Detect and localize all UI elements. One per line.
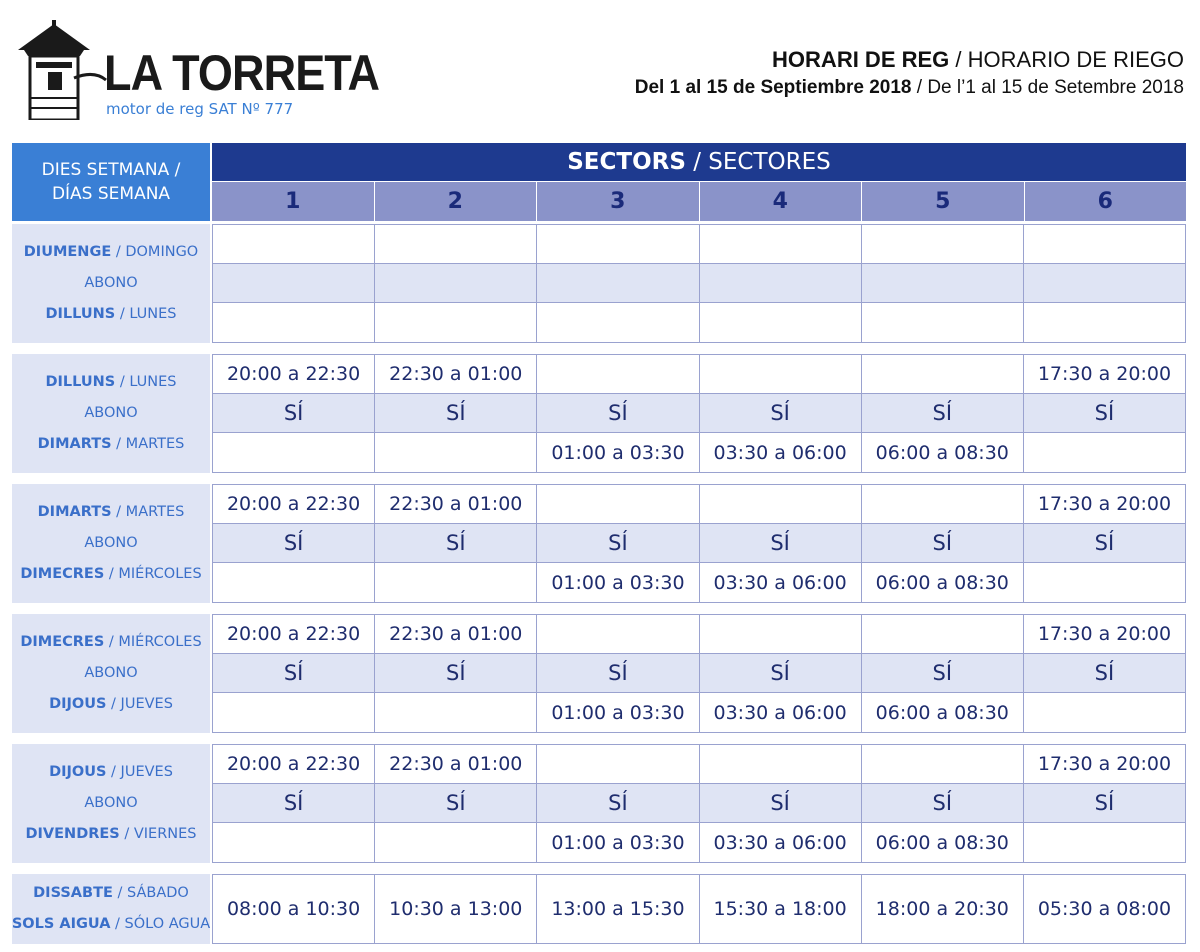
table-cell bbox=[862, 303, 1024, 342]
block-cells bbox=[212, 614, 1186, 733]
table-cell bbox=[537, 264, 699, 302]
day-label-group bbox=[12, 874, 210, 944]
logo-name: LA TORRETA bbox=[104, 45, 380, 101]
day-label-group bbox=[12, 614, 210, 733]
schedule-title: HORARI DE REG / HORARIO DE RIEGO bbox=[772, 47, 1184, 72]
table-cell bbox=[700, 225, 862, 263]
table-cell bbox=[375, 264, 537, 302]
table-cell bbox=[375, 433, 537, 472]
sector-number-6: 6 bbox=[1025, 182, 1187, 221]
table-cell: SÍ bbox=[375, 394, 537, 432]
table-cell: SÍ bbox=[1094, 791, 1115, 815]
table-cell bbox=[700, 745, 862, 783]
table-cell bbox=[1024, 433, 1185, 472]
table-cell: SÍ bbox=[537, 784, 699, 822]
table-cell: SÍ bbox=[700, 784, 862, 822]
table-cell bbox=[537, 355, 699, 393]
table-cell bbox=[213, 563, 375, 602]
table-cell: SÍ bbox=[1094, 401, 1115, 425]
sector-number-4: 4 bbox=[700, 182, 863, 221]
table-cell: 01:00 a 03:30 bbox=[537, 433, 699, 472]
table-cell: SÍ bbox=[862, 394, 1024, 432]
table-cell: 03:30 a 06:00 bbox=[700, 563, 862, 602]
table-cell bbox=[1024, 225, 1185, 263]
schedule-block bbox=[12, 224, 1186, 343]
schedule-block bbox=[12, 874, 1186, 944]
table-cell: 20:00 a 22:30 bbox=[213, 745, 375, 783]
table-cell bbox=[862, 615, 1024, 653]
table-cell bbox=[213, 433, 375, 472]
table-cell bbox=[375, 303, 537, 342]
table-cell: 22:30 a 01:00 bbox=[375, 615, 537, 653]
table-row bbox=[213, 394, 1185, 433]
day-label: SOLS AIGUA / SÓLO AGUA bbox=[11, 916, 211, 932]
table-row bbox=[213, 303, 1185, 342]
table-cell bbox=[862, 225, 1024, 263]
table-cell: 01:00 a 03:30 bbox=[537, 823, 699, 862]
table-cell: SÍ bbox=[1094, 661, 1115, 685]
day-label: ABONO bbox=[84, 275, 138, 291]
schedule-table bbox=[12, 143, 1186, 944]
day-label: DILLUNS / LUNES bbox=[45, 306, 177, 322]
day-label: DIVENDRES / VIERNES bbox=[25, 826, 197, 842]
block-cells bbox=[212, 224, 1186, 343]
day-label: DIUMENGE / DOMINGO bbox=[23, 244, 199, 260]
table-cell: 20:00 a 22:30 bbox=[213, 355, 375, 393]
table-cell bbox=[213, 303, 375, 342]
table-cell: 06:00 a 08:30 bbox=[862, 693, 1024, 732]
table-row bbox=[213, 823, 1185, 862]
day-label: ABONO bbox=[84, 535, 138, 551]
table-cell: SÍ bbox=[862, 654, 1024, 692]
table-cell: 15:30 a 18:00 bbox=[700, 875, 862, 943]
table-row bbox=[213, 433, 1185, 472]
table-cell: 13:00 a 15:30 bbox=[537, 875, 699, 943]
table-cell: SÍ bbox=[862, 784, 1024, 822]
block-cells bbox=[212, 874, 1186, 944]
day-label-group bbox=[12, 354, 210, 473]
table-cell bbox=[700, 355, 862, 393]
logo-subtitle: motor de reg SAT Nº 777 bbox=[106, 100, 294, 118]
table-cell: 18:00 a 20:30 bbox=[862, 875, 1024, 943]
table-row bbox=[213, 485, 1185, 524]
table-cell bbox=[700, 485, 862, 523]
table-cell bbox=[862, 264, 1024, 302]
table-row bbox=[213, 524, 1185, 563]
table-cell bbox=[1024, 563, 1185, 602]
day-label: DISSABTE / SÁBADO bbox=[33, 885, 189, 901]
table-cell bbox=[213, 225, 375, 263]
table-cell: SÍ bbox=[213, 784, 375, 822]
logo bbox=[14, 20, 380, 120]
table-row bbox=[213, 654, 1185, 693]
table-cell bbox=[1024, 303, 1185, 342]
table-cell bbox=[213, 264, 375, 302]
block-cells bbox=[212, 354, 1186, 473]
table-row bbox=[213, 693, 1185, 732]
table-cell bbox=[537, 745, 699, 783]
table-cell: 08:00 a 10:30 bbox=[213, 875, 375, 943]
table-cell bbox=[1024, 264, 1185, 302]
table-cell bbox=[375, 225, 537, 263]
table-cell bbox=[213, 693, 375, 732]
table-cell bbox=[375, 823, 537, 862]
table-cell bbox=[1024, 693, 1185, 732]
table-cell: 01:00 a 03:30 bbox=[537, 563, 699, 602]
table-cell bbox=[213, 823, 375, 862]
table-cell: SÍ bbox=[537, 654, 699, 692]
table-cell bbox=[700, 615, 862, 653]
table-cell: 22:30 a 01:00 bbox=[375, 355, 537, 393]
schedule-block bbox=[12, 354, 1186, 473]
table-header bbox=[12, 143, 1186, 221]
day-label: DILLUNS / LUNES bbox=[45, 374, 177, 390]
schedule-blocks bbox=[12, 224, 1186, 944]
table-row bbox=[213, 784, 1185, 823]
schedule-block bbox=[12, 614, 1186, 733]
table-cell bbox=[862, 745, 1024, 783]
day-label-group bbox=[12, 744, 210, 863]
table-cell: SÍ bbox=[700, 654, 862, 692]
table-cell: 20:00 a 22:30 bbox=[213, 615, 375, 653]
schedule-dates: Del 1 al 15 de Septiembre 2018 / De l’1 al 15 de Setembre 2018 bbox=[634, 77, 1184, 98]
table-cell: 17:30 a 20:00 bbox=[1037, 753, 1172, 775]
day-label: DIJOUS / JUEVES bbox=[49, 696, 173, 712]
tower-icon bbox=[14, 20, 110, 120]
table-row bbox=[213, 615, 1185, 654]
block-cells bbox=[212, 744, 1186, 863]
table-cell: SÍ bbox=[700, 524, 862, 562]
table-cell bbox=[537, 615, 699, 653]
schedule-block bbox=[12, 744, 1186, 863]
table-cell bbox=[375, 693, 537, 732]
sector-number-5: 5 bbox=[862, 182, 1025, 221]
day-label: ABONO bbox=[84, 795, 138, 811]
day-label: ABONO bbox=[84, 405, 138, 421]
table-cell: 17:30 a 20:00 bbox=[1037, 363, 1172, 385]
table-row bbox=[213, 355, 1185, 394]
table-cell: 03:30 a 06:00 bbox=[700, 693, 862, 732]
table-cell: 17:30 a 20:00 bbox=[1037, 623, 1172, 645]
table-cell bbox=[700, 264, 862, 302]
sector-number-1: 1 bbox=[212, 182, 375, 221]
table-cell: 20:00 a 22:30 bbox=[213, 485, 375, 523]
table-cell: SÍ bbox=[213, 394, 375, 432]
day-label: DIMECRES / MIÉRCOLES bbox=[20, 566, 202, 582]
day-label: DIMARTS / MARTES bbox=[37, 504, 185, 520]
table-cell: SÍ bbox=[213, 654, 375, 692]
table-cell: 01:00 a 03:30 bbox=[537, 693, 699, 732]
page-heading bbox=[635, 46, 1184, 102]
days-header: DIES SETMANA / DÍAS SEMANA bbox=[12, 143, 210, 221]
schedule-block bbox=[12, 484, 1186, 603]
table-row bbox=[213, 264, 1185, 303]
sector-numbers bbox=[212, 182, 1186, 221]
table-cell: 06:00 a 08:30 bbox=[862, 823, 1024, 862]
sector-number-3: 3 bbox=[537, 182, 700, 221]
day-label: DIJOUS / JUEVES bbox=[49, 764, 173, 780]
table-cell: 22:30 a 01:00 bbox=[375, 745, 537, 783]
table-row bbox=[213, 875, 1185, 943]
table-cell: SÍ bbox=[213, 524, 375, 562]
day-label: DIMECRES / MIÉRCOLES bbox=[20, 634, 202, 650]
block-cells bbox=[212, 484, 1186, 603]
table-cell: SÍ bbox=[537, 524, 699, 562]
day-label: ABONO bbox=[84, 665, 138, 681]
table-cell bbox=[862, 355, 1024, 393]
table-cell: SÍ bbox=[700, 394, 862, 432]
day-label-group bbox=[12, 484, 210, 603]
table-row bbox=[213, 225, 1185, 264]
table-cell: 17:30 a 20:00 bbox=[1037, 493, 1172, 515]
table-cell: 03:30 a 06:00 bbox=[700, 823, 862, 862]
table-cell bbox=[537, 303, 699, 342]
day-label-group bbox=[12, 224, 210, 343]
table-cell bbox=[375, 563, 537, 602]
table-cell bbox=[862, 485, 1024, 523]
sectors-header: SECTORS / SECTORES bbox=[212, 143, 1186, 181]
table-cell: 06:00 a 08:30 bbox=[862, 563, 1024, 602]
table-row bbox=[213, 745, 1185, 784]
table-cell: 03:30 a 06:00 bbox=[700, 433, 862, 472]
table-cell: SÍ bbox=[1094, 531, 1115, 555]
table-cell bbox=[537, 485, 699, 523]
table-cell: 06:00 a 08:30 bbox=[862, 433, 1024, 472]
table-cell bbox=[537, 225, 699, 263]
table-cell: 10:30 a 13:00 bbox=[375, 875, 537, 943]
table-cell: 22:30 a 01:00 bbox=[375, 485, 537, 523]
table-cell bbox=[1024, 823, 1185, 862]
table-cell bbox=[700, 303, 862, 342]
table-cell: SÍ bbox=[375, 784, 537, 822]
table-cell: SÍ bbox=[375, 524, 537, 562]
table-row bbox=[213, 563, 1185, 602]
table-cell: SÍ bbox=[537, 394, 699, 432]
table-cell: SÍ bbox=[375, 654, 537, 692]
table-cell: SÍ bbox=[862, 524, 1024, 562]
table-cell: 05:30 a 08:00 bbox=[1037, 898, 1172, 920]
day-label: DIMARTS / MARTES bbox=[37, 436, 185, 452]
sector-number-2: 2 bbox=[375, 182, 538, 221]
